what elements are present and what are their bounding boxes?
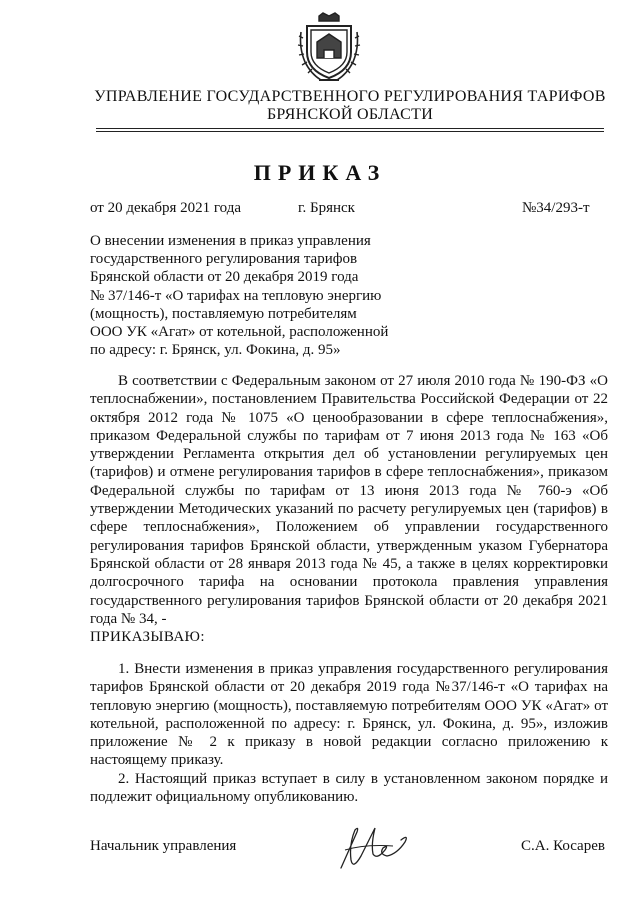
order-number: №34/293-т [522,200,590,216]
order-date: от 20 декабря 2021 года [90,200,242,216]
order-city: г. Брянск [298,200,355,216]
order-subject [90,232,420,359]
signatory-name: С.А. Косарев [521,838,605,854]
order-item-2: 2. Настоящий приказ вступает в силу в установленном законом порядке и подлежит официальному опубликованию. [90,771,608,806]
subject-line: № 37/146-т «О тарифах на тепловую энергию [90,287,382,304]
document-title: ПРИКАЗ [253,160,387,185]
subject-line: Брянской области от 20 декабря 2019 года [90,269,359,286]
handwritten-signature-icon [335,820,413,872]
order-item-1: 1. Внести изменения в приказ управления государственного регулирования тарифов Брянской области от 20 декабря 2019 года №37/146-т «О тарифах на тепловую энергию (мощность), поставляемую потребителям ООО УК «Агат» от котельной, расположенной по адресу: г. Брянск, ул. Фокина, д. 95», изложив приложение № 2 к приказу в новой редакции согласно приложению к настоящему приказу. [90,661,608,769]
subject-line: по адресу: г. Брянск, ул. Фокина, д. 95» [90,342,341,359]
signatory-position: Начальник управления [90,838,237,854]
subject-line: О внесении изменения в приказ управления [90,233,371,249]
coat-of-arms-icon [297,12,361,84]
org-name-line2: БРЯНСКОЙ ОБЛАСТИ [266,106,434,123]
subject-line: государственного регулирования тарифов [90,251,358,268]
header-divider-secondary [96,131,604,132]
order-directive: ПРИКАЗЫВАЮ: [90,629,205,645]
header-divider [96,128,604,129]
preamble-paragraph: В соответствии с Федеральным законом от 27 июля 2010 года № 190-ФЗ «О теплоснабжении», постановлением Правительства Российской Федерации от 22 октября 2012 года № 1075 «О ценообразовании в сфере теплоснабжения», приказом Федеральной службы по тарифам от 7 июня 2013 года № 163 «Об утверждении Регламента открытия дел об установлении регулируемых цен (тарифов) и отмене регулирования тарифов в сфере теплоснабжения», приказом Федеральной службы по тарифам от 13 июня 2013 года № 760-э «Об утверждении Методических указаний по расчету регулируемых цен (тарифов) в сфере теплоснабжения», Положением об управлении государственного регулирования тарифов Брянской области, утвержденным указом Губернатора Брянской области от 28 января 2013 года № 45, а также в целях корректировки долгосрочного тарифа на основании протокола правления управления государственного регулирования тарифов Брянской области от 20 декабря 2021 года № 34, - [90,373,608,627]
subject-line: ООО УК «Агат» от котельной, расположенной [90,324,389,341]
subject-line: (мощность), поставляемую потребителям [90,305,357,322]
org-name-line1: УПРАВЛЕНИЕ ГОСУДАРСТВЕННОГО РЕГУЛИРОВАНИЯ ТАРИФОВ [94,88,606,105]
